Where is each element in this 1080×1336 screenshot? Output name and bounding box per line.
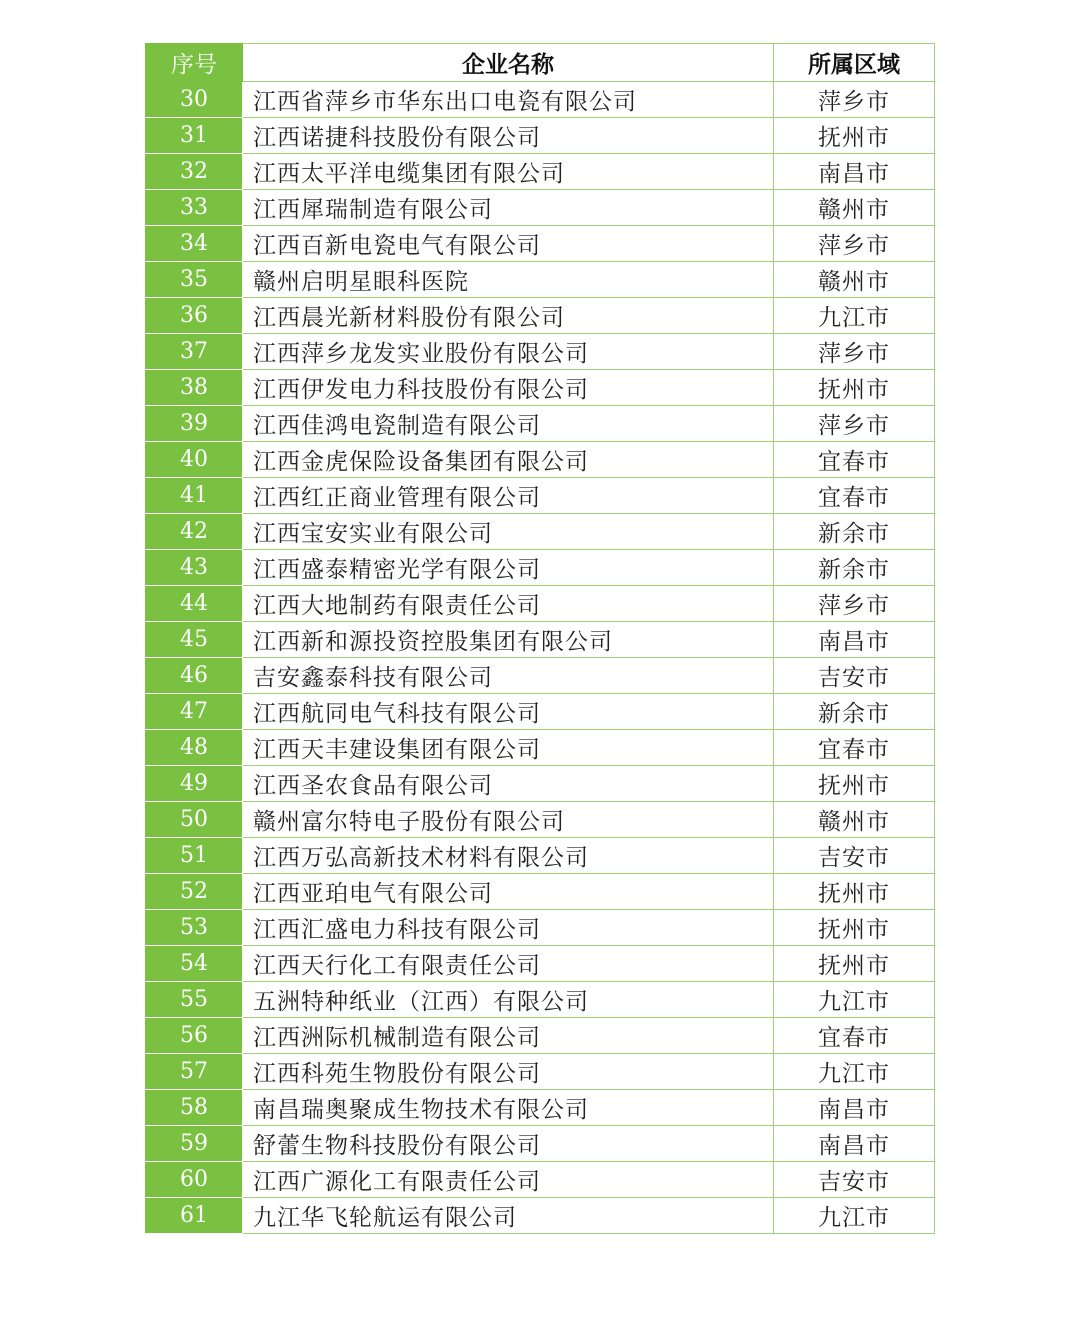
company-name-cell: 江西亚珀电气有限公司 <box>243 874 774 910</box>
company-name-cell: 江西科苑生物股份有限公司 <box>243 1054 774 1090</box>
company-name-cell: 江西圣农食品有限公司 <box>243 766 774 802</box>
region-cell: 赣州市 <box>774 802 935 838</box>
region-cell: 抚州市 <box>774 766 935 802</box>
company-name-cell: 江西宝安实业有限公司 <box>243 514 774 550</box>
serial-number-cell: 32 <box>146 154 243 190</box>
company-name-cell: 舒蕾生物科技股份有限公司 <box>243 1126 774 1162</box>
region-cell: 宜春市 <box>774 1018 935 1054</box>
table-row <box>146 190 935 226</box>
region-cell: 吉安市 <box>774 838 935 874</box>
serial-number-cell: 53 <box>146 910 243 946</box>
table-row <box>146 478 935 514</box>
table-row <box>146 370 935 406</box>
table-row <box>146 658 935 694</box>
serial-number-cell: 37 <box>146 334 243 370</box>
region-cell: 宜春市 <box>774 730 935 766</box>
region-cell: 抚州市 <box>774 910 935 946</box>
serial-number-cell: 58 <box>146 1090 243 1126</box>
company-name-cell: 赣州启明星眼科医院 <box>243 262 774 298</box>
table-row <box>146 586 935 622</box>
serial-number-cell: 56 <box>146 1018 243 1054</box>
table-row <box>146 622 935 658</box>
table-row <box>146 838 935 874</box>
company-name-cell: 江西佳鸿电瓷制造有限公司 <box>243 406 774 442</box>
region-cell: 宜春市 <box>774 442 935 478</box>
company-name-cell: 江西汇盛电力科技有限公司 <box>243 910 774 946</box>
region-cell: 南昌市 <box>774 622 935 658</box>
table-row <box>146 406 935 442</box>
table-row <box>146 1126 935 1162</box>
serial-number-cell: 42 <box>146 514 243 550</box>
company-name-cell: 赣州富尔特电子股份有限公司 <box>243 802 774 838</box>
region-cell: 抚州市 <box>774 946 935 982</box>
company-name-cell: 江西洲际机械制造有限公司 <box>243 1018 774 1054</box>
table-row <box>146 1198 935 1234</box>
region-cell: 九江市 <box>774 1198 935 1234</box>
serial-number-cell: 34 <box>146 226 243 262</box>
region-cell: 萍乡市 <box>774 334 935 370</box>
company-name-cell: 江西天丰建设集团有限公司 <box>243 730 774 766</box>
company-name-cell: 江西太平洋电缆集团有限公司 <box>243 154 774 190</box>
region-cell: 吉安市 <box>774 658 935 694</box>
serial-number-cell: 54 <box>146 946 243 982</box>
region-cell: 萍乡市 <box>774 82 935 118</box>
header-row <box>146 44 935 82</box>
region-cell: 抚州市 <box>774 370 935 406</box>
table-row <box>146 946 935 982</box>
table-body <box>146 82 935 1234</box>
serial-number-cell: 51 <box>146 838 243 874</box>
company-name-cell: 江西万弘高新技术材料有限公司 <box>243 838 774 874</box>
region-cell: 萍乡市 <box>774 226 935 262</box>
serial-number-cell: 43 <box>146 550 243 586</box>
table-row <box>146 226 935 262</box>
region-cell: 九江市 <box>774 298 935 334</box>
table-row <box>146 802 935 838</box>
table-row <box>146 1090 935 1126</box>
company-name-cell: 南昌瑞奥聚成生物技术有限公司 <box>243 1090 774 1126</box>
region-cell: 萍乡市 <box>774 586 935 622</box>
company-name-cell: 九江华飞轮航运有限公司 <box>243 1198 774 1234</box>
region-cell: 南昌市 <box>774 1126 935 1162</box>
table-row <box>146 1054 935 1090</box>
company-name-cell: 江西晨光新材料股份有限公司 <box>243 298 774 334</box>
region-cell: 新余市 <box>774 514 935 550</box>
table-row <box>146 514 935 550</box>
table-row <box>146 694 935 730</box>
serial-number-cell: 40 <box>146 442 243 478</box>
table-row <box>146 766 935 802</box>
region-cell: 南昌市 <box>774 154 935 190</box>
region-cell: 新余市 <box>774 550 935 586</box>
region-cell: 九江市 <box>774 982 935 1018</box>
serial-number-cell: 44 <box>146 586 243 622</box>
region-cell: 抚州市 <box>774 118 935 154</box>
serial-number-cell: 50 <box>146 802 243 838</box>
serial-number-cell: 49 <box>146 766 243 802</box>
table-row <box>146 82 935 118</box>
company-name-cell: 江西大地制药有限责任公司 <box>243 586 774 622</box>
company-name-cell: 江西犀瑞制造有限公司 <box>243 190 774 226</box>
serial-number-cell: 38 <box>146 370 243 406</box>
header-serial-number: 序号 <box>146 44 243 82</box>
region-cell: 赣州市 <box>774 262 935 298</box>
header-company-name: 企业名称 <box>243 44 774 82</box>
serial-number-cell: 52 <box>146 874 243 910</box>
serial-number-cell: 57 <box>146 1054 243 1090</box>
region-cell: 抚州市 <box>774 874 935 910</box>
table-row <box>146 982 935 1018</box>
table-row <box>146 442 935 478</box>
serial-number-cell: 47 <box>146 694 243 730</box>
table-row <box>146 910 935 946</box>
region-cell: 宜春市 <box>774 478 935 514</box>
company-name-cell: 江西伊发电力科技股份有限公司 <box>243 370 774 406</box>
table-row <box>146 1018 935 1054</box>
region-cell: 萍乡市 <box>774 406 935 442</box>
header-region: 所属区域 <box>774 44 935 82</box>
company-name-cell: 江西红正商业管理有限公司 <box>243 478 774 514</box>
serial-number-cell: 55 <box>146 982 243 1018</box>
company-name-cell: 江西航同电气科技有限公司 <box>243 694 774 730</box>
region-cell: 南昌市 <box>774 1090 935 1126</box>
table-row <box>146 298 935 334</box>
serial-number-cell: 36 <box>146 298 243 334</box>
serial-number-cell: 41 <box>146 478 243 514</box>
company-name-cell: 江西盛泰精密光学有限公司 <box>243 550 774 586</box>
company-name-cell: 江西广源化工有限责任公司 <box>243 1162 774 1198</box>
company-name-cell: 江西诺捷科技股份有限公司 <box>243 118 774 154</box>
region-cell: 九江市 <box>774 1054 935 1090</box>
region-cell: 赣州市 <box>774 190 935 226</box>
table-row <box>146 118 935 154</box>
company-name-cell: 江西金虎保险设备集团有限公司 <box>243 442 774 478</box>
table-row <box>146 334 935 370</box>
serial-number-cell: 60 <box>146 1162 243 1198</box>
region-cell: 新余市 <box>774 694 935 730</box>
table-row <box>146 550 935 586</box>
serial-number-cell: 48 <box>146 730 243 766</box>
company-name-cell: 江西新和源投资控股集团有限公司 <box>243 622 774 658</box>
table-row <box>146 262 935 298</box>
company-name-cell: 江西天行化工有限责任公司 <box>243 946 774 982</box>
company-name-cell: 吉安鑫泰科技有限公司 <box>243 658 774 694</box>
serial-number-cell: 61 <box>146 1198 243 1234</box>
serial-number-cell: 33 <box>146 190 243 226</box>
serial-number-cell: 45 <box>146 622 243 658</box>
serial-number-cell: 35 <box>146 262 243 298</box>
serial-number-cell: 39 <box>146 406 243 442</box>
company-name-cell: 江西省萍乡市华东出口电瓷有限公司 <box>243 82 774 118</box>
serial-number-cell: 31 <box>146 118 243 154</box>
table-row <box>146 1162 935 1198</box>
enterprise-table <box>145 43 935 1234</box>
serial-number-cell: 30 <box>146 82 243 118</box>
company-name-cell: 江西萍乡龙发实业股份有限公司 <box>243 334 774 370</box>
company-name-cell: 五洲特种纸业（江西）有限公司 <box>243 982 774 1018</box>
serial-number-cell: 59 <box>146 1126 243 1162</box>
company-name-cell: 江西百新电瓷电气有限公司 <box>243 226 774 262</box>
table-row <box>146 874 935 910</box>
table-row <box>146 154 935 190</box>
table-header <box>146 44 935 82</box>
table-row <box>146 730 935 766</box>
region-cell: 吉安市 <box>774 1162 935 1198</box>
serial-number-cell: 46 <box>146 658 243 694</box>
